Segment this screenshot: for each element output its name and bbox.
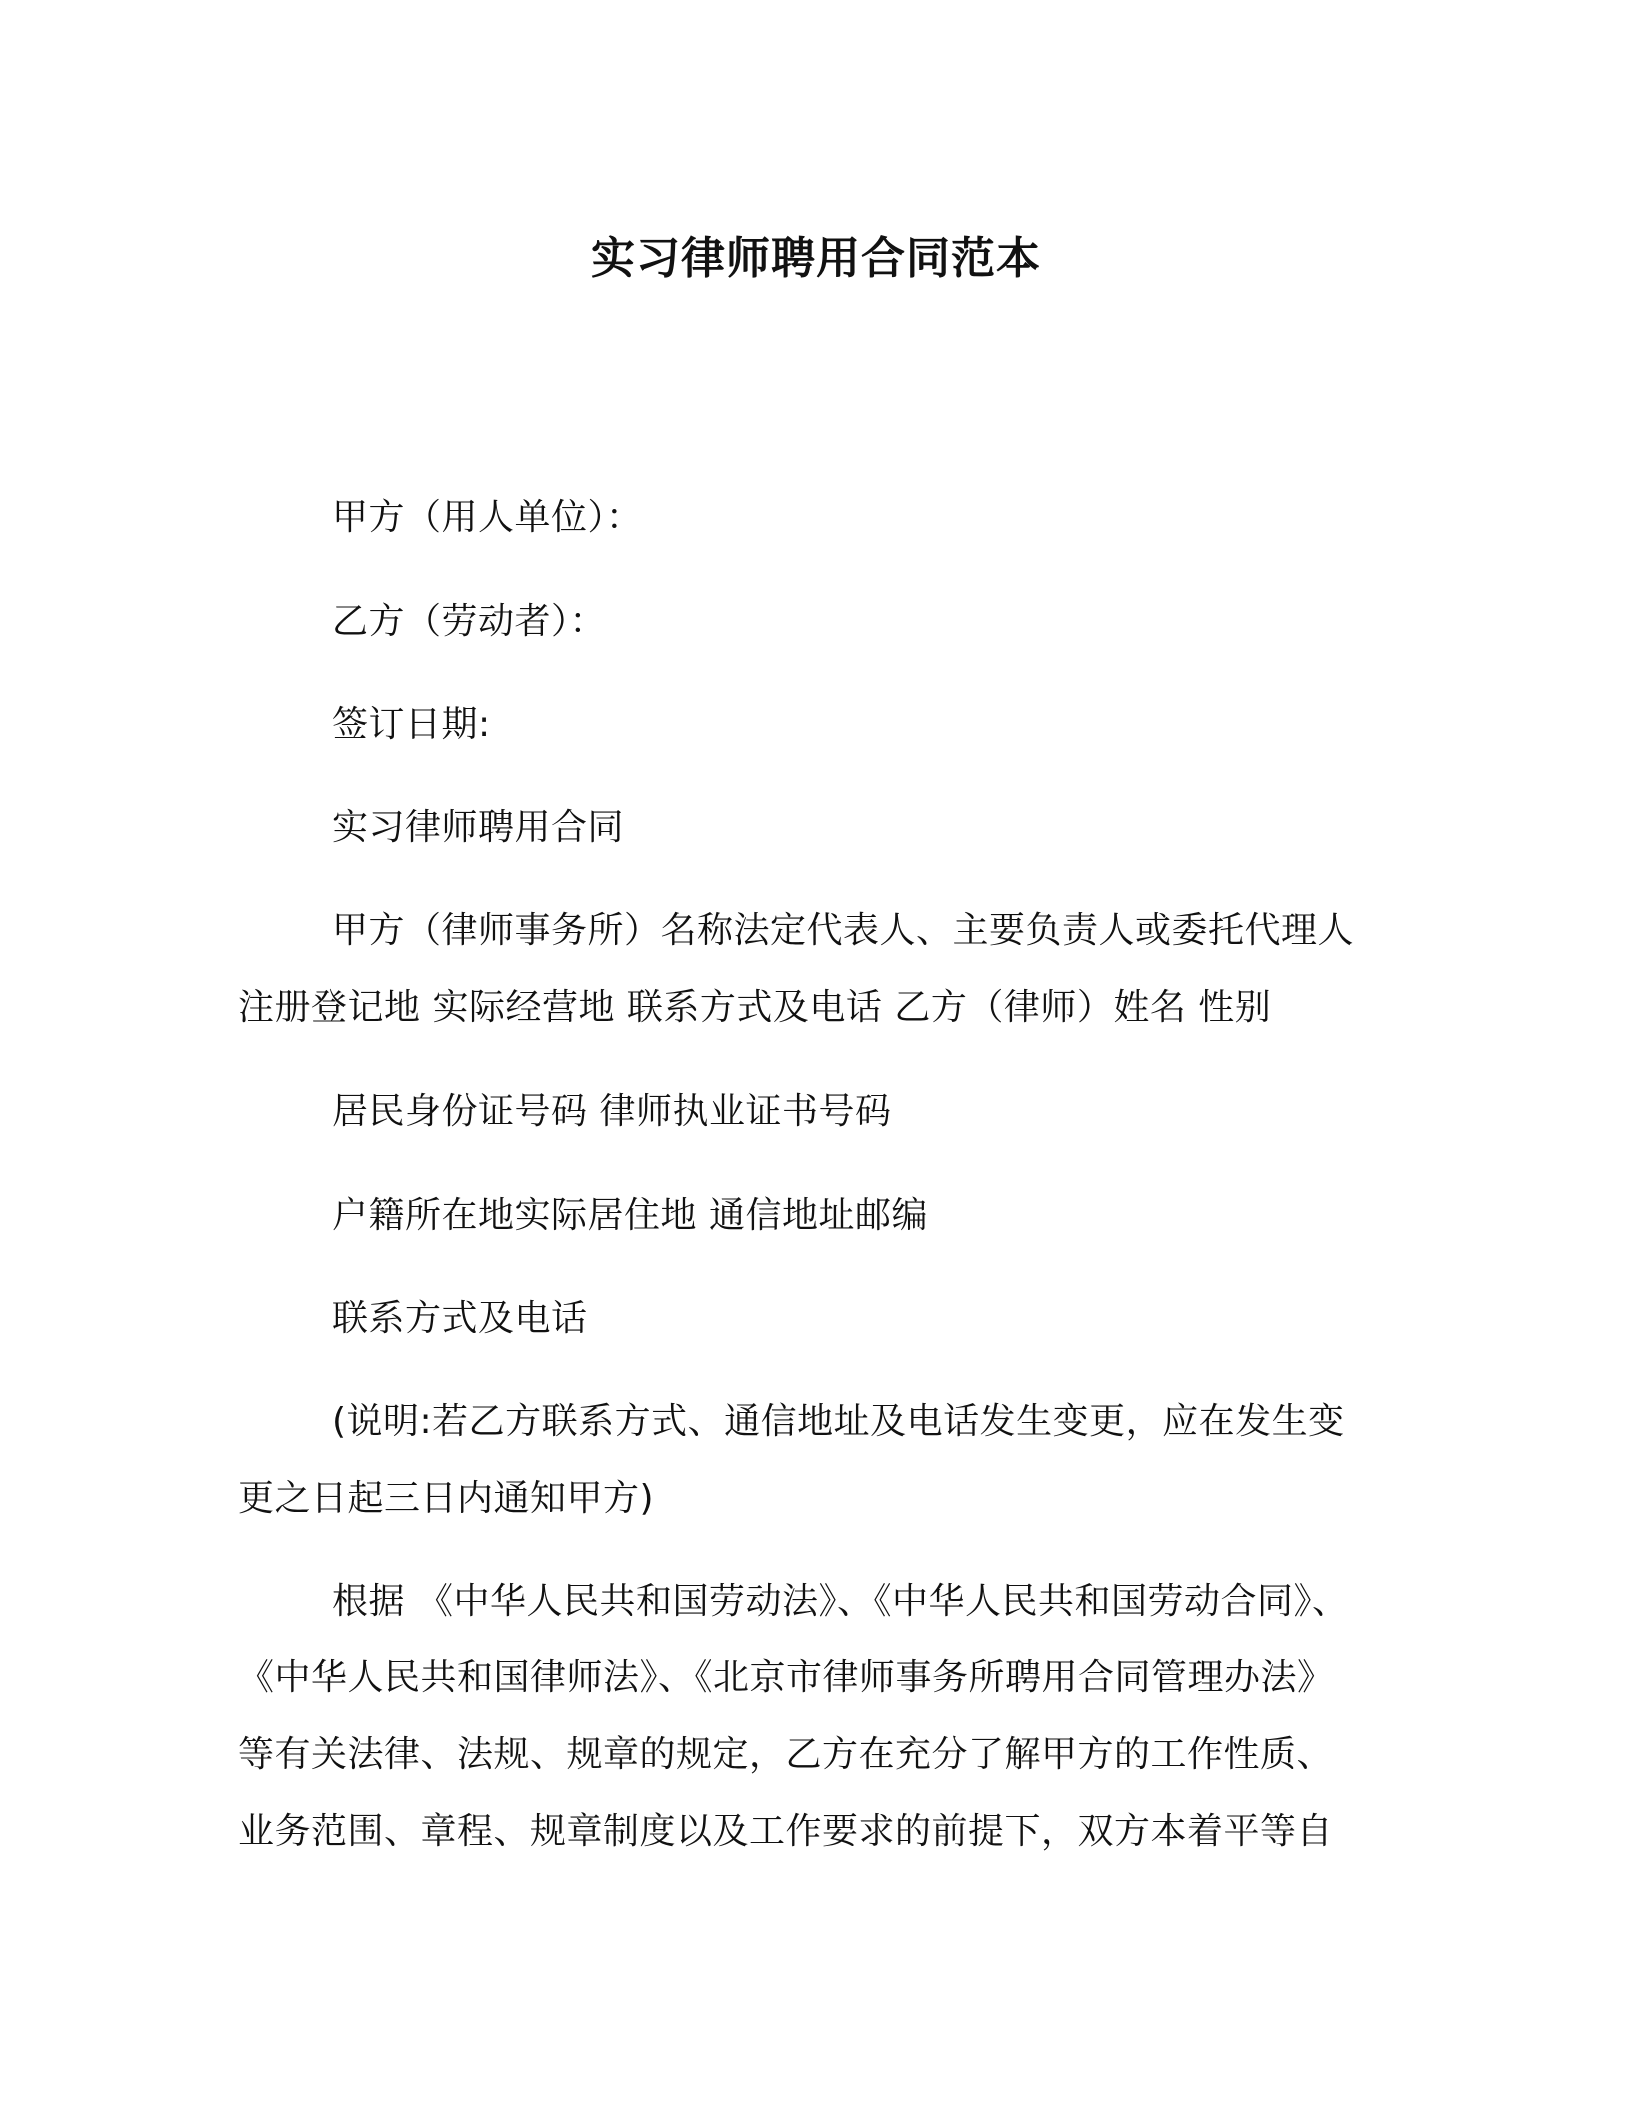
paragraph-line: 居民身份证号码 律师执业证书号码 bbox=[332, 1091, 892, 1132]
paragraph-line: 联系方式及电话 bbox=[332, 1298, 588, 1339]
note-line: 更之日起三日内通知甲方) bbox=[238, 1478, 655, 1519]
party-a-line: 甲方（用人单位）： bbox=[332, 497, 643, 538]
contract-subtitle: 实习律师聘用合同 bbox=[332, 807, 625, 848]
paragraph-line: 甲方（律师事务所）名称法定代表人、主要负责人或委托代理人 bbox=[332, 910, 1355, 951]
paragraph-line: 注册登记地 实际经营地 联系方式及电话 乙方（律师）姓名 性别 bbox=[238, 987, 1272, 1028]
paragraph-line: 等有关法律、法规、规章的规定，乙方在充分了解甲方的工作性质、 bbox=[238, 1734, 1334, 1775]
party-b-line: 乙方（劳动者）： bbox=[332, 601, 607, 642]
signing-date-line: 签订日期: bbox=[332, 704, 491, 745]
paragraph-line: 《中华人民共和国律师法》、《北京市律师事务所聘用合同管理办法》 bbox=[238, 1657, 1334, 1698]
note-line: (说明:若乙方联系方式、通信地址及电话发生变更，应在发生变 bbox=[332, 1401, 1345, 1442]
paragraph-line: 户籍所在地实际居住地 通信地址邮编 bbox=[332, 1195, 928, 1236]
paragraph-line: 根据 《中华人民共和国劳动法》、《中华人民共和国劳动合同》、 bbox=[332, 1581, 1349, 1622]
document-title: 实习律师聘用合同范本 bbox=[591, 233, 1041, 284]
paragraph-line: 业务范围、章程、规章制度以及工作要求的前提下，双方本着平等自 bbox=[238, 1811, 1334, 1852]
